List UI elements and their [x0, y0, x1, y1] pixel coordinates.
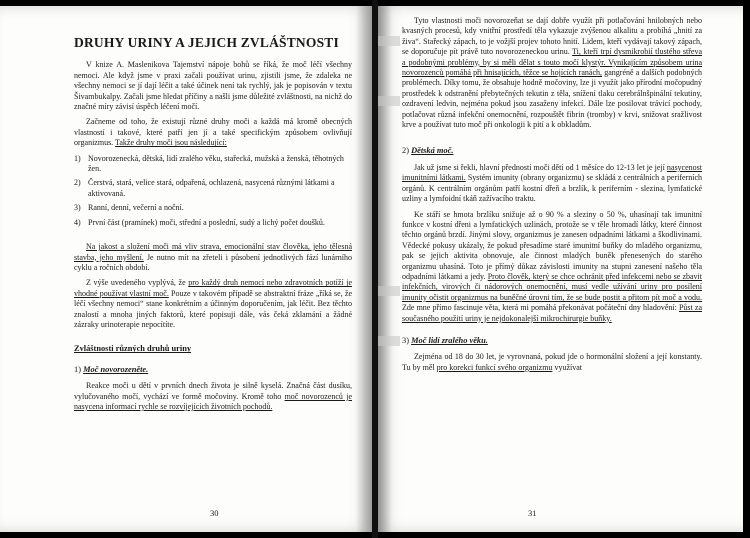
paragraph-text: Jak už jsme si řekli, hlavní předností moči dětí od 1 měsíce do 12-13 let je její	[414, 162, 667, 172]
underlined-text: Půst za současného použití uriny je nejdokonalejší mikrochirurgie buňky.	[402, 303, 702, 323]
list-number: 3)	[74, 203, 81, 213]
paragraph-text: Pouze v takovém případě se abstraktní fráze „říká se, že léčí všechny nemoci“ stane konkrétním a účinným doporučením, jak léčit. Bez těchto znalostí a mnoha jiných faktorů, které popisuji dále, vás čeká zklamání a žádné zázraky urinoterapie nepocítíte.	[74, 288, 353, 329]
right-page-content	[402, 16, 702, 378]
subsection-title: Moč lidí zralého věku.	[411, 335, 488, 345]
paragraph	[402, 16, 702, 130]
highlight-mark	[378, 96, 400, 106]
paragraph	[74, 278, 352, 330]
paragraph-text: Systém imunity (obrany organizmu) se skládá z centrálních a periferních orgánů. K centrálním orgánům patří kostní dřeň a brzlík, k periferním - slezina, lymfatické uzliny a lymfoidní tkáň zažívacího traktu.	[402, 173, 702, 204]
paragraph-text: Je nutno mít na zřeteli i působení jednotlivých fází lunárního cyklu a ročních období.	[74, 252, 352, 272]
underlined-text: pro každý druh nemocí nebo zdravotních potíží je vhodné používat vlastní moč.	[74, 278, 353, 298]
list-text: Ranní, denní, večerní a noční.	[88, 203, 184, 213]
paragraph	[74, 117, 352, 148]
paragraph-text: Zde mne přímo fascinuje věta, která mi pomáhá překonávat počáteční dny hladovění:	[402, 303, 679, 313]
spine-shadow	[356, 6, 372, 532]
list-item	[74, 203, 352, 213]
paragraph-text: Ke stáří se hmota brzlíku snižuje až o 90 % a sleziny o 50 %, uhasínají tak imunitní funkce v kostní dřeni a lymfatických uzlinách, protože se v těle hromadí látky, které činnost těchto orgánů brzdí. Jinými slovy, organizmus je zanesen odpadními látkami a škodlivinami. Vědecké pokusy ukázaly, že pokud přesadíme staré imunitní buňky do mladého organizmu, pak se jejich aktivita obnovuje, ale činnost mladých buněk přenesených do starého organizmu uhasíná. Toto je přímý důkaz závislosti imunity na stupni zanesení našeho těla odpadními látkami a jedy.	[402, 209, 702, 281]
left-page	[0, 6, 372, 532]
paragraph-text: Začneme od toho, že existují různé druhy moči a každá má kromě obecných vlastností i takové, které patří jen jí a také specifickým způsobem ovlivňují organizmus.	[74, 117, 352, 148]
paragraph-text: Z výše uvedeného vyplývá, že	[86, 278, 189, 288]
spine-shadow	[378, 6, 392, 532]
list-number: 1)	[74, 153, 81, 163]
paragraph	[74, 242, 352, 273]
paragraph	[402, 352, 702, 373]
underlined-text: moč novorozenců je nasycena informací rychle se rozvíjejících životních pochodů.	[74, 391, 352, 411]
paragraph	[402, 210, 702, 324]
subsection-title: Dětská moč.	[411, 146, 454, 156]
subsection-heading	[402, 146, 702, 156]
underlined-text: pro korekci funkcí svého organizmu	[436, 362, 553, 372]
paragraph-text: Reakce moči u dětí v prvních dnech života je silně kyselá. Značná část dusíku, vylučovaného močí, vychází ve formě močoviny. Kromě toho	[74, 381, 352, 401]
underlined-text: Takže druhy moči jsou následující:	[115, 138, 227, 148]
underlined-text: Proto člověk, který se chce ochránit před infekcemi nebo se zbavit infekčních, virových či nádorových onemocnění, musí vedle užívání uriny pro posílení imunity očistit organizmus na buněčné úrovni tím, že se bude postit a přitom pít moč a vodu.	[402, 271, 702, 302]
left-page-content	[74, 35, 353, 417]
list-number: 4)	[74, 217, 81, 227]
subsection-number: 3)	[402, 335, 409, 345]
paragraph: V knize A. Maslenikova Tajemství nápoje bohů se říká, že moč léčí všechny nemoci. Ale když jsme v praxi začali používat urinu, zjistili jsme, že zdaleka ne všechny nemoci se jí dají léčit a také účinek není tak rychlý, jak je popisován v textu Šivambukalpy. Začali jsme hledat příčiny a našli jsme důležité zvláštnosti, na nichž do značné míry závisí úspěch léčení močí.	[74, 60, 352, 112]
right-page	[378, 6, 743, 532]
list-number: 2)	[74, 178, 81, 188]
paragraph-text: využívat	[552, 362, 582, 372]
highlight-mark	[378, 286, 400, 296]
underlined-text: Na jakost a složení moči má vliv strava, emocionální stav člověka, jeho tělesná stavba, jeho myšlení.	[74, 242, 352, 262]
page-number: 31	[528, 508, 537, 518]
subsection-heading	[74, 365, 352, 375]
subsection-number: 1)	[74, 364, 81, 374]
subsection-number: 2)	[402, 146, 409, 156]
list-text: Novorozenecká, dětská, lidí zralého věku, stařecká, mužská a ženská, těhotných žen.	[88, 153, 344, 174]
underlined-text: nasycenost imunitními látkami.	[402, 162, 702, 183]
paragraph-text: Zejména od 18 do 30 let, je vyrovnaná, pokud jde o hormonální složení a její konstanty. Tu by měl	[402, 352, 702, 372]
subsection-heading	[402, 336, 702, 346]
highlight-mark	[378, 36, 400, 46]
chapter-title: DRUHY URINY A JEJICH ZVLÁŠTNOSTI	[74, 35, 339, 50]
list-text: Čerstvá, stará, velice stará, odpařená, ochlazená, nasycená různými látkami a aktivovaná.	[88, 178, 335, 198]
subsection-title: Moč novorozeněte.	[83, 364, 149, 374]
paragraph-text: Tyto vlastnosti moči novorozeňat se dají dobře využít při potlačování hnilobných nebo kvasných procesů, kdy vnitřní prostředí těla vykazuje zvýšenou alkalitu a probíhá „hnití za živa“. Stařecký zápach, to je vožjší projev tohoto hnití. Lidem, kteří vydávají takový zápach, se doporučuje pít právě tuto novorozeneckou urinu.	[402, 16, 702, 57]
urine-types-list	[74, 154, 352, 228]
page-number: 30	[210, 508, 219, 518]
section-heading: Zvláštnosti různých druhů uriny	[74, 344, 192, 354]
paragraph	[402, 163, 702, 205]
list-item	[74, 154, 352, 175]
paragraph	[74, 381, 352, 412]
highlight-mark	[378, 336, 400, 346]
list-item	[74, 178, 352, 199]
list-text: První část (pramínek) moči, střední a poslední, sudý a lichý počet doušků.	[88, 217, 325, 227]
underlined-text: Ti, kteří trpí dysmikrobií tlustého střeva a podobnými problémy, by si měli dělat s touto močí klystýr. Vynikajícím způsobem urina novorozenců pomáhá při hnisajících, těžce se hojících ranách,	[402, 47, 703, 78]
list-item	[74, 218, 352, 228]
paragraph-text: gangréně a dalších podobných problémech. Díky tomu, že obsahuje hodně močoviny, lze ji využít jako přírodní močopudný prostředek k odstranění přebytečných tekutin z těla, snížení tlaku cerebrálnšpinální tekutiny, ozdravení ledvin, nejména pokud jsou zasaženy infekcí. Dále lze posilovat trávicí pochody, potlačovat různá infekční onemocnění, rozpouštět fibrin (tromby) v krvi, snižovat sražlivost krve a používat tuto moč při onkologii k pití a k obkladům.	[402, 68, 703, 130]
